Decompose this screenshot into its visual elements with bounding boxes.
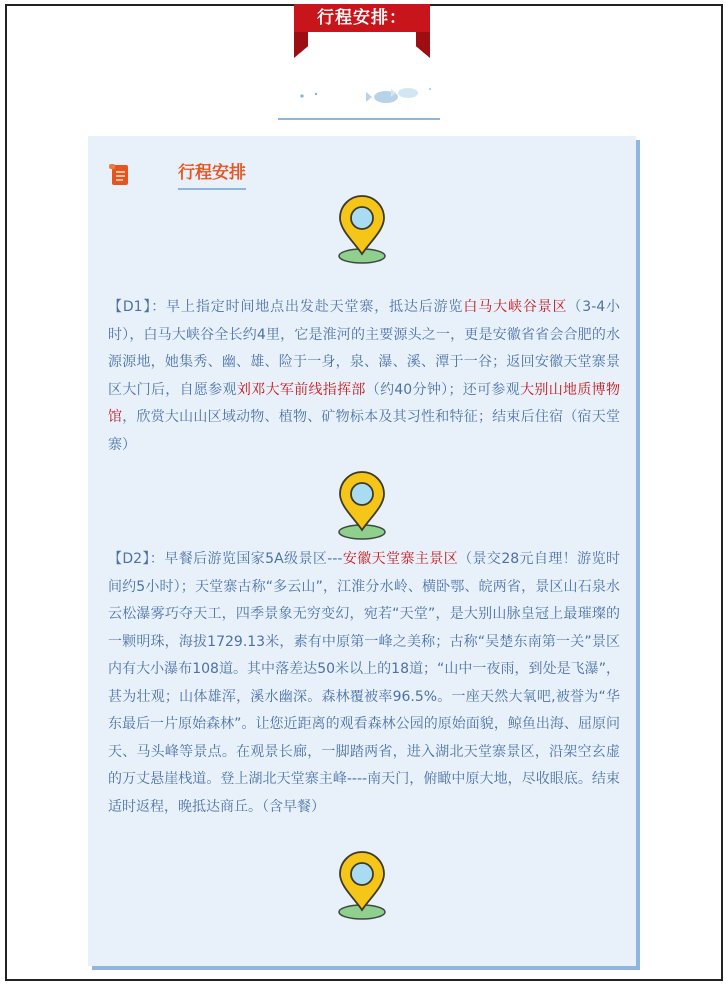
card-title: 行程安排 [178, 160, 246, 190]
day1-segment: 【D1】：早上指定时间地点出发赴天堂寨，抵达后游览 [108, 299, 464, 315]
ribbon-tail-left [294, 32, 308, 58]
ribbon-title: 行程安排： [294, 4, 430, 32]
location-pin-icon [336, 470, 388, 540]
day1-segment: （约40分钟）；还可参观 [365, 381, 521, 398]
scroll-icon [108, 162, 132, 188]
day1-highlight: 白马大峡谷景区 [463, 299, 568, 315]
location-pin-icon [336, 194, 388, 264]
header-divider [278, 118, 440, 120]
itinerary-card [88, 136, 636, 966]
day-2-description [108, 546, 620, 821]
ribbon-tail-right [416, 32, 430, 58]
day2-highlight: 安徽天堂寨主景区 [342, 551, 459, 567]
location-pin-icon [336, 850, 388, 920]
day1-highlight: 大别山地质博物馆 [108, 381, 620, 425]
fish-decoration-icon [296, 80, 440, 110]
day2-segment: 【D2】：早餐后游览国家5A级景区--- [108, 551, 343, 567]
day1-segment: ，欣赏大山山区域动物、植物、矿物标本及其习性和特征；结束后住宿（宿天堂寨） [108, 409, 621, 453]
header-ribbon [294, 4, 430, 60]
day1-highlight: 刘邓大军前线指挥部 [236, 381, 366, 398]
day2-segment: （景交28元自理！游览时间约5小时）；天堂寨古称“多云山”，江淮分水岭、横卧鄂、皖两省，景区山石泉水云松瀑雾巧夺天工，四季景象无穷变幻，宛若“天堂”，是大别山脉皇冠上最璀璨的一颗明珠，海拔1729.13米，素有中原第一峰之美称；古称“吴楚东南第一关”景区内有大小瀑布108道。其中落差达50米以上的18道；“山中一夜雨，到处是飞瀑”，甚为壮观；山体雄浑，溪水幽深。森林覆被率96.5%。一座天然大氧吧,被誉为“华东最后一片原始森林”。让您近距离的观看森林公园的原始面貌，鲸鱼出海、屈原问天、马头峰等景点。在观景长廊，一脚踏两省，进入湖北天堂寨景区，沿架空玄虚的万丈悬崖栈道。登上湖北天堂寨主峰----南天门，俯瞰中原大地，尽收眼底。结束适时返程，晚抵达商丘。（含早餐） [108, 551, 620, 815]
day-1-description [108, 294, 620, 459]
day1-segment: （3-4小时），白马大峡谷全长约4里，它是淮河的主要源头之一，更是安徽省省会合肥的水源源地，她集秀、幽、雄、险于一身，泉、瀑、溪、潭于一谷；返回安徽天堂寨景区大门后，自愿参观 [108, 299, 621, 398]
